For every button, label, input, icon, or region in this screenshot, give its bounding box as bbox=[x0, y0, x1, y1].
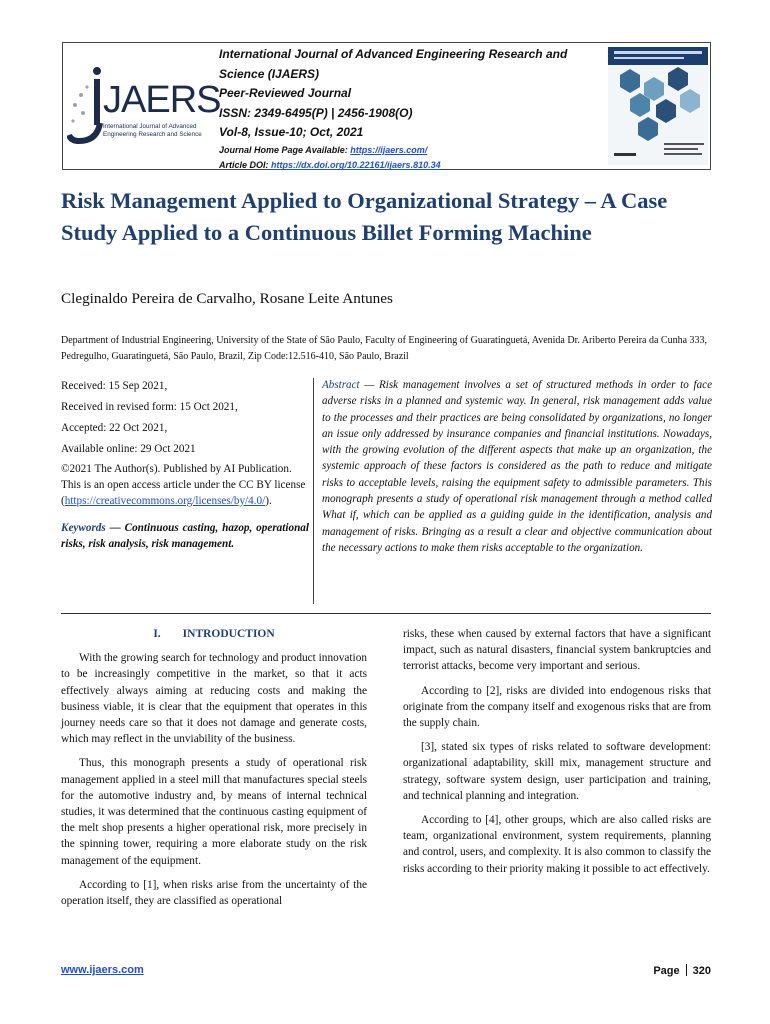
homepage-line bbox=[219, 143, 599, 158]
paragraph: Thus, this monograph presents a study of operational risk management applied in a steel mill that manufactures special steels for the automotive industry and, by means of internal technical studies, it was determined that the continuous casting equipment of the melt shop presents a higher operational risk, more precisely in the spinning tower, requiring a more elaborate study on the risk management of the equipment. bbox=[61, 757, 367, 867]
author-affiliation: Department of Industrial Engineering, University of the State of São Paulo, Faculty of Engineering of Guaratinguetá, Avenida Dr. Ariberto Pereira da Cunha 333, Pedregulho, Guaratinguetá, São Paulo, Brazil, Zip Code:12.516-410, São Paulo, Brazil bbox=[61, 335, 708, 362]
paragraph: According to [1], when risks arise from the uncertainty of the operation itself, they are classified as operational bbox=[61, 878, 367, 908]
online-date: Available online: 29 Oct 2021 bbox=[61, 443, 196, 455]
accepted-date: Accepted: 22 Oct 2021, bbox=[61, 422, 168, 434]
journal-cover-image bbox=[608, 47, 708, 165]
abstract bbox=[322, 377, 712, 556]
body-column-left bbox=[61, 626, 367, 917]
page-label: Page bbox=[653, 965, 680, 977]
license-open-paren: ( bbox=[61, 494, 65, 507]
license-link[interactable]: https://creativecommons.org/licenses/by/4.0/ bbox=[64, 494, 266, 507]
license-close-paren: ). bbox=[265, 494, 272, 507]
issn-line: ISSN: 2349-6495(P) | 2456-1908(O) bbox=[219, 105, 413, 120]
body-column-right bbox=[403, 626, 711, 885]
journal-title-line1: International Journal of Advanced Engineering Research and bbox=[219, 47, 568, 61]
cover-hexagons-icon bbox=[608, 47, 708, 165]
homepage-link[interactable]: https://ijaers.com/ bbox=[350, 144, 428, 155]
logo-wordmark: JAERS bbox=[103, 79, 221, 121]
received-date: Received: 15 Sep 2021, bbox=[61, 380, 168, 392]
journal-info bbox=[219, 45, 599, 173]
doi-link[interactable]: https://dx.doi.org/10.22161/ijaers.810.34 bbox=[271, 159, 441, 170]
page-number bbox=[653, 964, 711, 977]
footer-website-link[interactable]: www.ijaers.com bbox=[61, 964, 144, 976]
peer-reviewed-label: Peer-Reviewed Journal bbox=[219, 86, 352, 101]
abstract-label: Abstract bbox=[322, 379, 360, 391]
section-title: INTRODUCTION bbox=[182, 628, 275, 640]
logo-mark-icon bbox=[67, 65, 107, 149]
paragraph: With the growing search for technology and product innovation to be increasingly competitive in the market, so that it acts effectively always aiming at reducing costs and making the business viable, it is clear that the equipment that operates in this journey needs care so that it does not damage and generate costs, which may reflect in the unviability of the business. bbox=[61, 652, 367, 746]
keywords bbox=[61, 520, 309, 552]
section-number: I. bbox=[153, 628, 161, 640]
journal-logo bbox=[67, 65, 221, 149]
article-dates bbox=[61, 378, 309, 552]
column-divider bbox=[313, 378, 314, 604]
paragraph-continuation: risks, these when caused by external factors that have a significant impact, such as natural disasters, financial system bankruptcies and terrorist attacks, become very important and serious. bbox=[403, 628, 711, 673]
license-text: ©2021 The Author(s). Published by AI Publication. This is an open access article under the CC BY license bbox=[61, 463, 306, 491]
paragraph: [3], stated six types of risks related to software development: organizational adaptability, skill mix, management structure and strategy, software system design, user participation and training, and technical planning and integration. bbox=[403, 741, 711, 802]
keywords-dash: — bbox=[105, 522, 125, 535]
journal-header bbox=[62, 42, 711, 170]
volume-line: Vol-8, Issue-10; Oct, 2021 bbox=[219, 125, 364, 140]
page-separator bbox=[686, 964, 687, 976]
article-title: Risk Management Applied to Organizational Strategy – A Case Study Applied to a Continuous Billet Forming Machine bbox=[61, 188, 668, 245]
license-statement bbox=[61, 462, 309, 509]
keywords-text: Continuous casting, hazop, operational risks, risk analysis, risk management. bbox=[61, 522, 309, 551]
section-heading-introduction bbox=[61, 626, 367, 642]
journal-title-line2: Science (IJAERS) bbox=[219, 66, 320, 81]
keywords-label: Keywords bbox=[61, 522, 106, 535]
doi-label: Article DOI: bbox=[219, 159, 272, 170]
abstract-dash: — bbox=[359, 379, 379, 391]
article-authors: Cleginaldo Pereira de Carvalho, Rosane Leite Antunes bbox=[61, 290, 393, 307]
abstract-text: Risk management involves a set of structured methods in order to face adverse risks in a planned and systemic way. In general, risk management adds value to the processes and their practices are being consolidated by organizations, no longer an issue only addressed by insurance companies and financial institutions. Nowadays, with the growing evolution of the different aspects that make up an organization, the systemic approach of these factors is considered as the path to reduce and mitigate risks to acceptable levels, raising the equipment safety to admissible parameters. This monograph presents a study of operational risk management through a method called What if, which can be applied as a guiding guide in the identification, analysis and management of risks. Bringing as a result a clear and objective communication about the necessary actions to make them risks acceptable to the organization. bbox=[322, 379, 712, 554]
logo-subtitle: International Journal of Advanced Engineering Research and Science bbox=[103, 123, 202, 138]
revised-date: Received in revised form: 15 Oct 2021, bbox=[61, 401, 238, 413]
page-number-value: 320 bbox=[692, 965, 711, 977]
paragraph: According to [4], other groups, which are also called risks are team, organizational environment, system requirements, planning and control, users, and complexity. It is also common to classify the risks according to their priority making it possible to act effectively. bbox=[403, 814, 711, 875]
section-divider bbox=[61, 613, 711, 614]
doi-line bbox=[219, 158, 599, 173]
paragraph: According to [2], risks are divided into endogenous risks that originate from the company itself and exogenous risks that are from the supply chain. bbox=[403, 684, 711, 730]
homepage-label: Journal Home Page Available: bbox=[219, 144, 351, 155]
